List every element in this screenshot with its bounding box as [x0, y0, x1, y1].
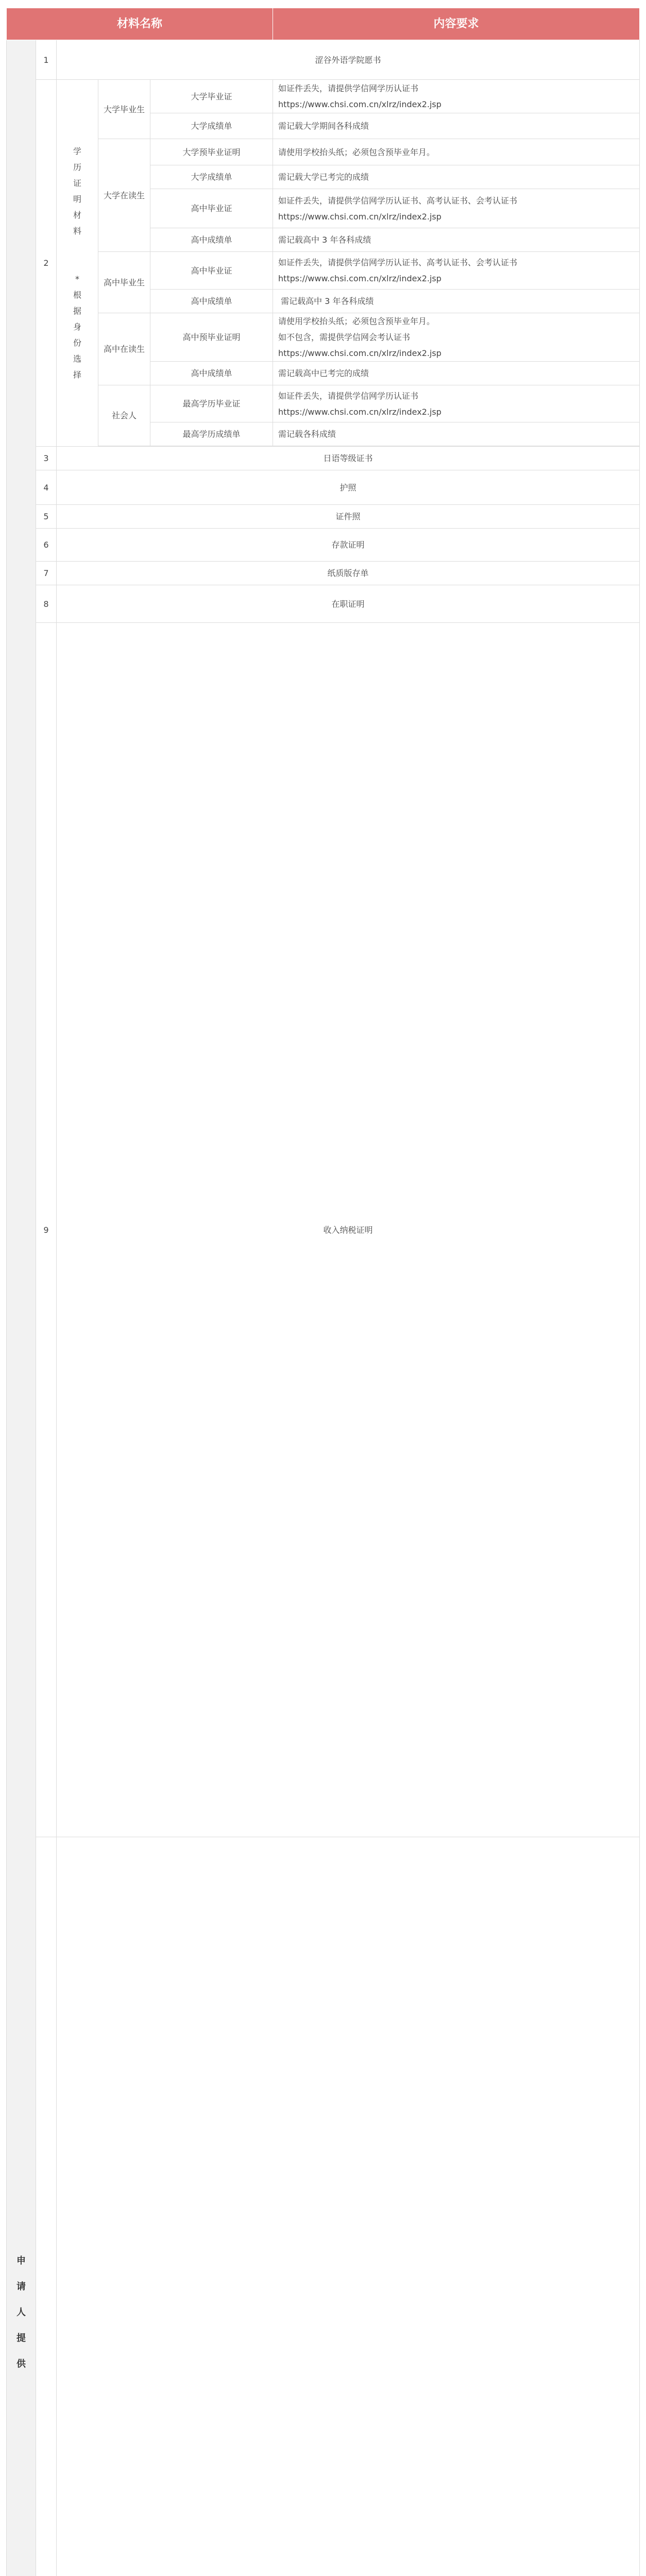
table-row	[7, 529, 640, 562]
table-row	[7, 470, 640, 505]
material-name: 高中毕业证	[150, 189, 273, 228]
material-name: 高中成绩单	[150, 362, 273, 385]
row-number: 5	[36, 505, 57, 529]
material-name: 大学预毕业证明	[150, 139, 273, 165]
table-row	[7, 139, 640, 165]
materials-table-container	[6, 8, 639, 2576]
material-name: 在职证明	[57, 585, 640, 623]
requirement-text: 需记载高中 3 年各科成绩	[273, 290, 640, 313]
education-docs-label: 学历证明材料 *根据身份选择	[57, 80, 98, 447]
table-row	[7, 313, 640, 362]
material-name	[57, 1837, 640, 2576]
table-row	[7, 40, 640, 80]
materials-table	[6, 8, 640, 2576]
requirement-text: 需记载高中 3 年各科成绩	[273, 228, 640, 252]
header-requirements: 内容要求	[273, 8, 640, 40]
requirement-text: 需记载高中已考完的成绩	[273, 362, 640, 385]
material-name: 日语等级证书	[57, 447, 640, 470]
row-number: 8	[36, 585, 57, 623]
requirement-text: 如证件丢失，请提供学信网学历认证书、高考认证书、会考认证书 https://www.chsi.com.cn/xlrz/index2.jsp	[273, 189, 640, 228]
row-number	[36, 1837, 57, 2576]
material-name: 高中毕业证	[150, 252, 273, 290]
identity-group-social: 社会人	[98, 385, 150, 446]
material-name: 护照	[57, 470, 640, 505]
material-name: 存款证明	[57, 529, 640, 562]
table-row	[7, 447, 640, 470]
material-name: 高中预毕业证明	[150, 313, 273, 362]
identity-group-hs-graduate: 高中毕业生	[98, 252, 150, 313]
row-number: 9	[36, 623, 57, 1837]
requirement-text: 需记载大学期间各科成绩	[273, 113, 640, 139]
material-name: 大学毕业证	[150, 80, 273, 113]
material-name: 高中成绩单	[150, 228, 273, 252]
row-number: 2	[36, 80, 57, 447]
identity-group-univ-graduate: 大学毕业生	[98, 80, 150, 139]
row-number: 7	[36, 562, 57, 585]
table-row	[7, 385, 640, 422]
requirement-text: 请使用学校抬头纸；必须包含预毕业年月。 如不包含，需提供学信网会考认证书 https://www.chsi.com.cn/xlrz/index2.jsp	[273, 313, 640, 362]
material-name: 高中成绩单	[150, 290, 273, 313]
requirement-text: 需记载大学已考完的成绩	[273, 165, 640, 189]
material-name: 大学成绩单	[150, 113, 273, 139]
material-name: 最高学历成绩单	[150, 422, 273, 446]
table-row	[7, 80, 640, 113]
requirement-text: 如证件丢失，请提供学信网学历认证书、高考认证书、会考认证书 https://www.chsi.com.cn/xlrz/index2.jsp	[273, 252, 640, 290]
material-name: 纸质版存单	[57, 562, 640, 585]
material-name: 大学成绩单	[150, 165, 273, 189]
material-name: 最高学历毕业证	[150, 385, 273, 422]
identity-group-univ-student: 大学在读生	[98, 139, 150, 252]
material-name: 涩谷外语学院愿书	[57, 40, 640, 80]
table-row	[7, 585, 640, 623]
table-row	[7, 562, 640, 585]
row-number: 1	[36, 40, 57, 80]
material-name: 证件照	[57, 505, 640, 529]
table-row	[7, 1837, 640, 2576]
requirement-text: 如证件丢失，请提供学信网学历认证书 https://www.chsi.com.cn/xlrz/index2.jsp	[273, 80, 640, 113]
table-row	[7, 623, 640, 1837]
material-name: 收入纳税证明	[57, 623, 640, 1837]
row-number: 3	[36, 447, 57, 470]
requirement-text: 请使用学校抬头纸；必须包含预毕业年月。	[273, 139, 640, 165]
row-number: 4	[36, 470, 57, 505]
requirement-text: 如证件丢失，请提供学信网学历认证书 https://www.chsi.com.cn/xlrz/index2.jsp	[273, 385, 640, 422]
row-number: 6	[36, 529, 57, 562]
table-row	[7, 252, 640, 290]
table-row	[7, 505, 640, 529]
table-header-row	[7, 8, 640, 40]
applicant-provides-label: 申请人提供	[7, 40, 36, 2576]
identity-group-hs-student: 高中在读生	[98, 313, 150, 385]
requirement-text: 需记载各科成绩	[273, 422, 640, 446]
header-material-name: 材料名称	[7, 8, 273, 40]
